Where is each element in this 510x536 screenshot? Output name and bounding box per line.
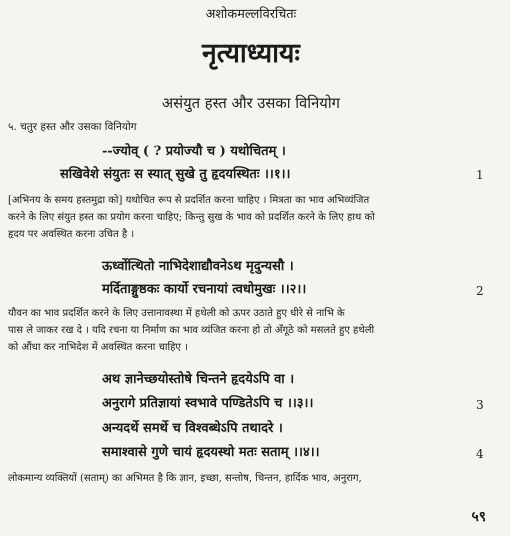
- section-title: असंयुत हस्त और उसका विनियोग: [161, 94, 340, 112]
- page-number: ५९: [471, 509, 486, 525]
- paragraph-line: हृदय पर अवस्थित करना उचित है ।: [8, 229, 135, 240]
- paragraph-line: [अभिनय के समय हस्तमुद्रा को] यथोचित रूप से प्रदर्शित करना चाहिए । मित्रता का भाव अभिव्यंजित: [8, 195, 370, 206]
- paragraph-line: लोकमान्य व्यक्तियों (सताम्) का अभिमत है कि ज्ञान, इच्छा, सन्तोष, चिन्तन, हार्दिक भाव, अनुराग,: [8, 473, 362, 484]
- verse-line: अन्यदर्थे समर्थे च विश्वब्धेऽपि तथादरे ।: [102, 421, 283, 436]
- paragraph-line: पास ले जाकर रख दे । यदि रचना या निर्माण का भाव व्यंजित करना हो तो अँगूठे को मसलते हुए हथेली: [8, 325, 375, 336]
- verse-line: मर्दिताङ्गुष्ठकः कार्यो रचनायां त्वधोमुखः ।।२।।: [102, 282, 307, 297]
- paragraph-line: करने के लिए संयुत हस्त का प्रयोग करना चाहिए; किन्तु सुख के भाव को प्रदर्शित करने के लिए हाथ को: [8, 212, 375, 223]
- verse-number: 1: [476, 168, 484, 182]
- verse-line: अथ ज्ञानेच्छयोस्तोषे चिन्तने हृदयेऽपि वा ।: [102, 372, 295, 387]
- verse-line: --ज्योव् ( ? प्रयोज्यौ च ) यथोचितम् ।: [102, 144, 286, 159]
- verse-number: 2: [476, 284, 484, 298]
- page-title: नृत्याध्यायः: [202, 38, 300, 69]
- running-header: अशोकमल्लविरचितः: [205, 7, 297, 22]
- verse-line: ऊर्ध्वोत्थितो नाभिदेशाद्यौवनेऽथ मृदुन्यसौ ।: [102, 259, 294, 274]
- verse-line: समाश्वासे गुणे चायं हृदयस्थो मतः सताम् ।।४।।: [102, 445, 320, 460]
- paragraph-line: यौवन का भाव प्रदर्शित करने के लिए उत्तानावस्था में हथेली को ऊपर उठाते हुए धीरे से नाभि के: [8, 308, 345, 319]
- verse-line: अनुरागे प्रतिज्ञायां स्वभावे पण्डितेऽपि च ।।३।।: [102, 396, 314, 411]
- paragraph-line: को औंधा कर नाभिदेश में अवस्थित करना चाहिए ।: [8, 342, 188, 353]
- verse-number: 3: [476, 398, 484, 412]
- verse-line: सखिवेशे संयुतः स स्यात् सुखे तु हृदयस्थितः ।।१।।: [60, 167, 291, 182]
- subheading: ५. चतुर हस्त और उसका विनियोग: [8, 121, 137, 133]
- verse-number: 4: [476, 447, 484, 461]
